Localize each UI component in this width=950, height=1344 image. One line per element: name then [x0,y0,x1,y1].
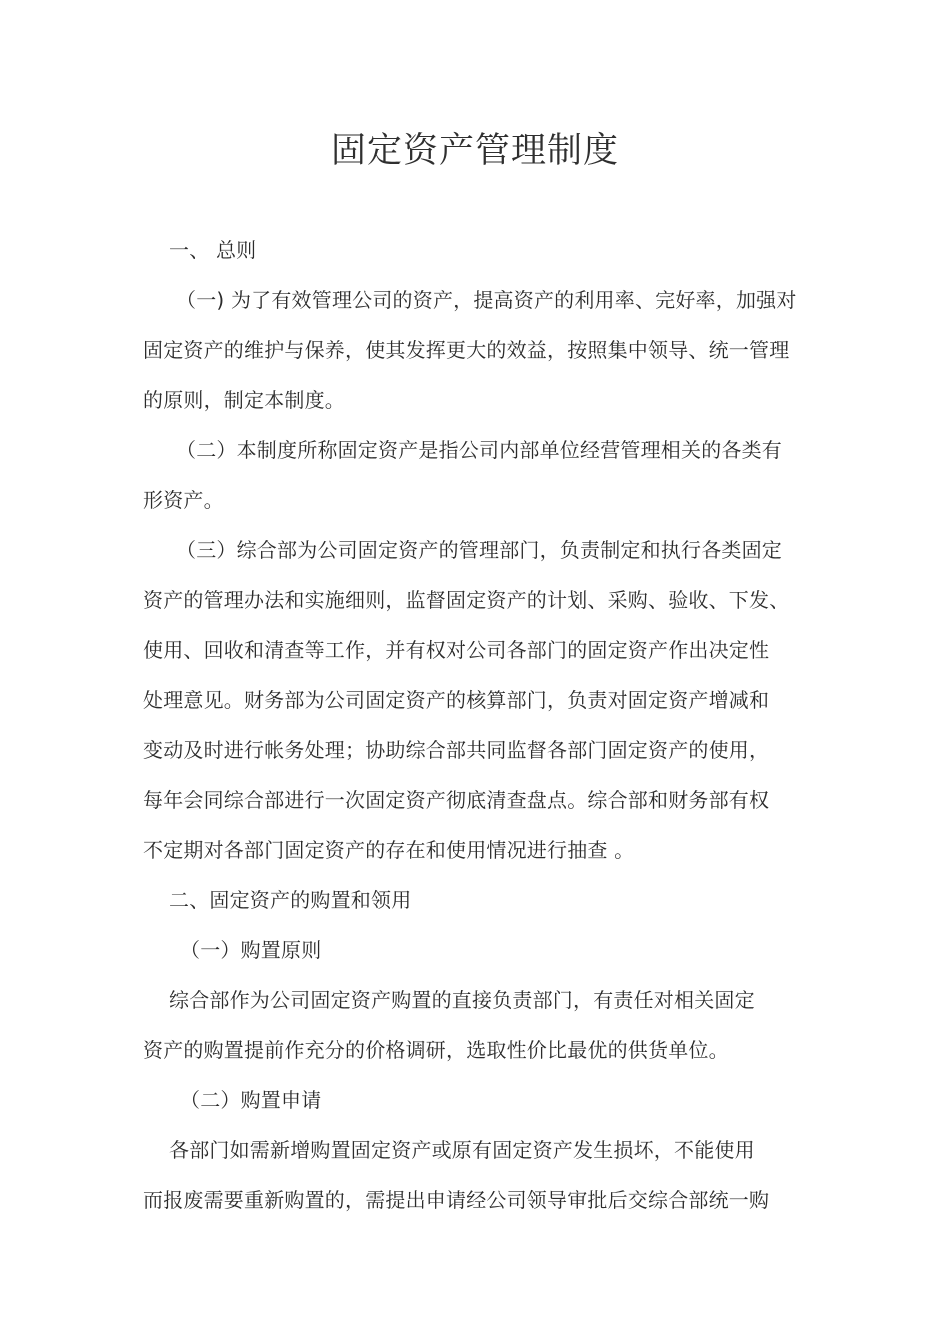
paragraph-line: 的原则，制定本制度。 [143,388,345,412]
paragraph-line: 变动及时进行帐务处理；协助综合部共同监督各部门固定资产的使用， [143,738,770,762]
paragraph-line: （一) 为了有效管理公司的资产，提高资产的利用率、完好率，加强对 [176,288,797,312]
paragraph-line: 每年会同综合部进行一次固定资产彻底清查盘点。综合部和财务部有权 [143,788,770,812]
subheading-purchase-application: （二）购置申请 [180,1088,322,1112]
paragraph-line: 使用、回收和清查等工作，并有权对公司各部门的固定资产作出决定性 [143,638,770,662]
paragraph-line: 而报废需要重新购置的，需提出申请经公司领导审批后交综合部统一购 [143,1188,770,1212]
document-body [143,225,808,1225]
paragraph-line: 形资产。 [143,488,224,512]
paragraph-line: 处理意见。财务部为公司固定资产的核算部门，负责对固定资产增减和 [143,688,770,712]
section-heading-purchase: 二、固定资产的购置和领用 [169,888,412,912]
paragraph-line: （三）综合部为公司固定资产的管理部门，负责制定和执行各类固定 [176,538,782,562]
document-title: 固定资产管理制度 [330,131,619,171]
paragraph-line: 综合部作为公司固定资产购置的直接负责部门，有责任对相关固定 [169,988,755,1012]
subheading-purchase-principle: （一）购置原则 [180,938,322,962]
paragraph-line: 各部门如需新增购置固定资产或原有固定资产发生损坏，不能使用 [169,1138,755,1162]
paragraph-line: （二）本制度所称固定资产是指公司内部单位经营管理相关的各类有 [176,438,782,462]
paragraph-line: 资产的管理办法和实施细则，监督固定资产的计划、采购、验收、下发、 [143,588,790,612]
paragraph-line: 固定资产的维护与保养，使其发挥更大的效益，按照集中领导、统一管理 [143,338,790,362]
paragraph-line: 不定期对各部门固定资产的存在和使用情况进行抽查 。 [143,838,635,862]
paragraph-line: 资产的购置提前作充分的价格调研，选取性价比最优的供货单位。 [143,1038,729,1062]
section-heading-general: 一、 总则 [169,238,257,262]
